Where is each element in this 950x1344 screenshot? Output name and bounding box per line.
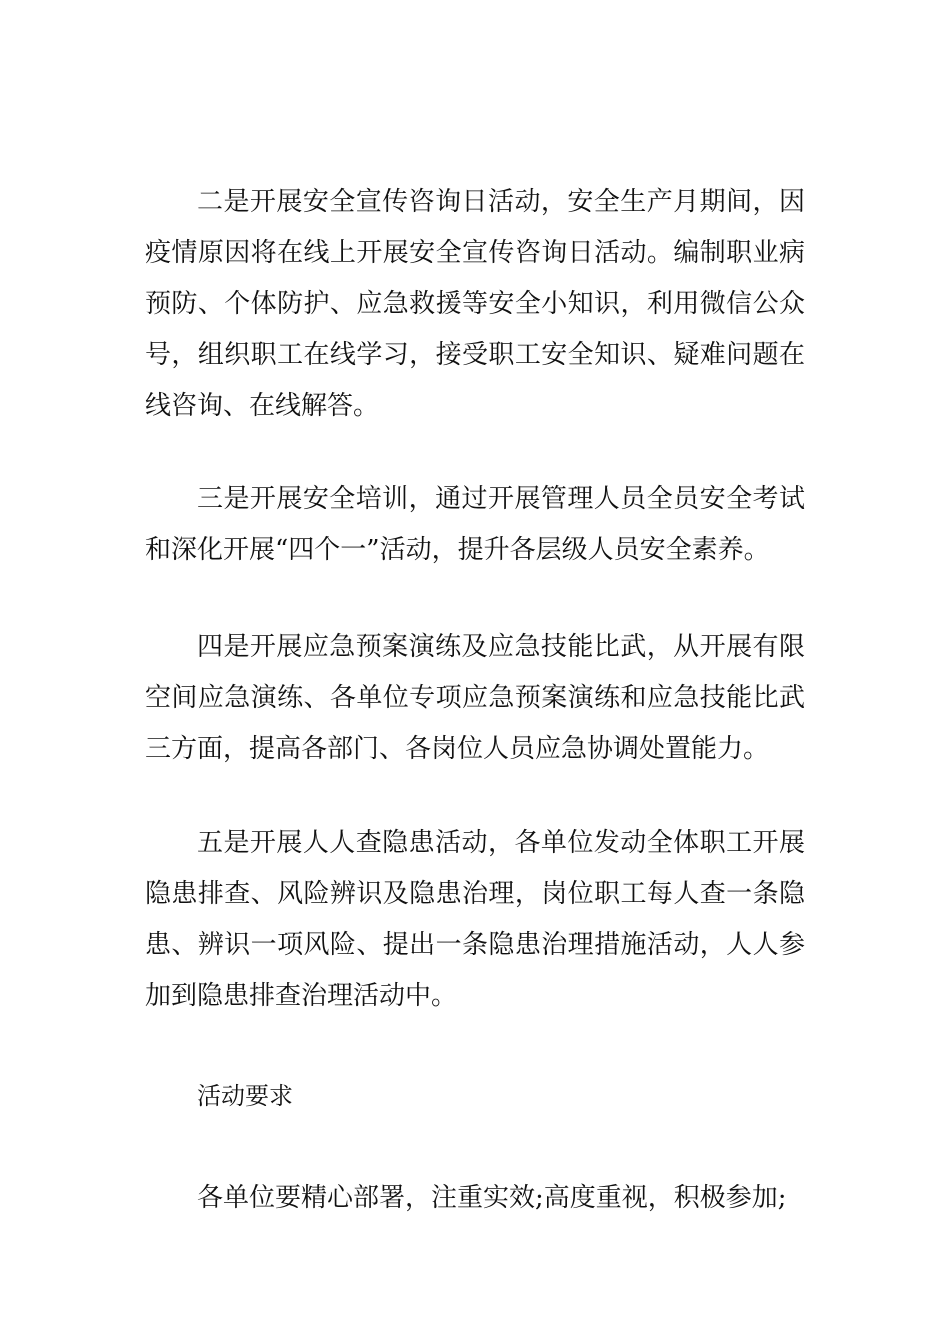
paragraph-safety-training: 三是开展安全培训，通过开展管理人员全员安全考试和深化开展“四个一”活动，提升各层级人员安全素养。 <box>145 484 805 565</box>
paragraph-emergency-drill: 四是开展应急预案演练及应急技能比武，从开展有限空间应急演练、各单位专项应急预案演练和应急技能比武三方面，提高各部门、各岗位人员应急协调处置能力。 <box>145 632 805 764</box>
paragraph-requirements: 各单位要精心部署，注重实效;高度重视，积极参加; <box>197 1183 787 1213</box>
paragraph-safety-consultation-day: 二是开展安全宣传咨询日活动，安全生产月期间，因疫情原因将在线上开展安全宣传咨询日活动。编制职业病预防、个体防护、应急救援等安全小知识，利用微信公众号，组织职工在线学习，接受职工安全知识、疑难问题在线咨询、在线解答。 <box>145 187 805 421</box>
paragraph-hazard-inspection: 五是开展人人查隐患活动，各单位发动全体职工开展隐患排查、风险辨识及隐患治理，岗位职工每人查一条隐患、辨识一项风险、提出一条隐患治理措施活动，人人参加到隐患排查治理活动中。 <box>145 828 805 1011</box>
document-page <box>145 0 805 1344</box>
section-heading-activity-requirements: 活动要求 <box>197 1082 293 1110</box>
